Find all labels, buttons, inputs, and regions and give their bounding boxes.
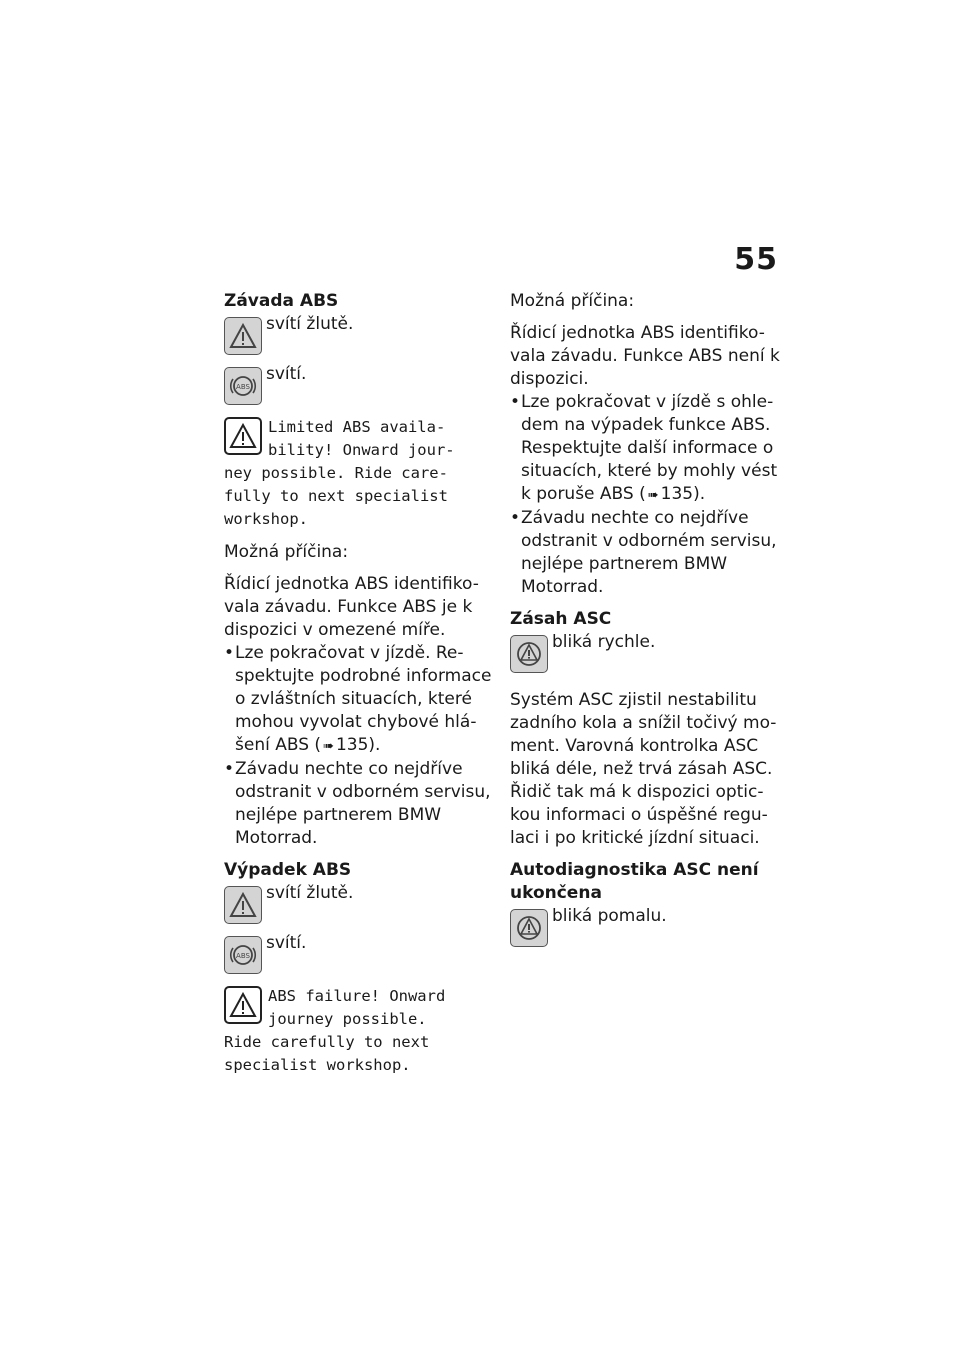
cause-label: Možná příčina: [224,542,349,562]
asc-selfdiag-row [510,905,780,947]
display-line: bility! Onward jour- [268,441,455,459]
list-item: • Lze pokračovat v jízdě s ohle-dem na výpadek funkce ABS. Respektujte další informace o situacích, které by mohly vést k poruše ABS ( ➠ 135). [510,391,780,507]
list-item: • Lze pokračovat v jízdě. Re-spektujte podrobné informace o zvláštních situacích, které mohou vyvolat chybové hlá-šení ABS ( ➠ 135). [224,642,492,758]
page-number: 55 [734,242,778,277]
abs-failure-abs-text: svítí. [266,933,307,953]
display-line: journey possible. [268,1010,427,1028]
instructions-list [224,642,492,850]
cause-label: Možná příčina: [510,291,635,311]
display-line: ney possible. Ride care- [224,464,448,482]
list-item: • Závadu nechte co nejdříve odstranit v odborném servisu, nejlépe partnerem BMW Motorrad. [510,507,780,599]
warning-triangle-icon [224,986,262,1024]
abs-fault-display-message [224,413,492,531]
page-ref-arrow-icon: ➠ [323,739,334,754]
abs-fault-warning-row [224,313,492,355]
section-title-asc: Zásah ASC [510,609,612,629]
section-title-abs-fault: Závada ABS [224,291,339,311]
display-line: fully to next specialist [224,487,448,505]
abs-failure-display-message [224,982,492,1077]
cause-text: Řídicí jednotka ABS identifiko-vala závadu. Funkce ABS je k dispozici v omezené míře. [224,574,479,640]
svg-text:ABS: ABS [236,383,250,391]
svg-text:ABS: ABS [236,952,250,960]
asc-icon [510,635,548,673]
abs-fault-abs-row [224,363,492,405]
asc-selfdiag-icon-text: bliká pomalu. [552,906,667,926]
list-item: • Závadu nechte co nejdříve odstranit v odborném servisu, nejlépe partnerem BMW Motorrad. [224,758,492,850]
display-line: ABS failure! Onward [268,987,446,1005]
abs-icon [224,936,262,974]
abs-icon [224,367,262,405]
display-line: Limited ABS availa- [268,418,446,436]
left-column [224,290,492,1087]
warning-triangle-icon [224,417,262,455]
section-title-asc-selfdiag: Autodiagnostika ASC není ukončena [510,860,759,903]
display-line: workshop. [224,510,308,528]
abs-failure-warning-text: svítí žlutě. [266,883,354,903]
display-line: specialist workshop. [224,1056,411,1074]
abs-failure-warning-row [224,882,492,924]
display-line: Ride carefully to next [224,1033,430,1051]
section-title-abs-failure: Výpadek ABS [224,860,352,880]
asc-row [510,631,780,673]
abs-fault-warning-text: svítí žlutě. [266,314,354,334]
abs-fault-abs-text: svítí. [266,364,307,384]
abs-failure-abs-row [224,932,492,974]
warning-triangle-icon [224,886,262,924]
right-column [510,290,780,955]
asc-icon-text: bliká rychle. [552,632,656,652]
asc-icon [510,909,548,947]
warning-triangle-icon [224,317,262,355]
cause-text: Řídicí jednotka ABS identifiko-vala závadu. Funkce ABS není k dispozici. [510,323,780,389]
asc-text: Systém ASC zjistil nestabilitu zadního kola a snížil točivý mo-ment. Varovná kontrolka ASC bliká déle, než trvá zásah ASC. Řidič tak má k dispozici optic-kou informaci o úspěšné regu-laci i po kritické jízdní situaci. [510,690,777,848]
instructions-list [510,391,780,599]
page-ref-arrow-icon: ➠ [647,488,659,503]
